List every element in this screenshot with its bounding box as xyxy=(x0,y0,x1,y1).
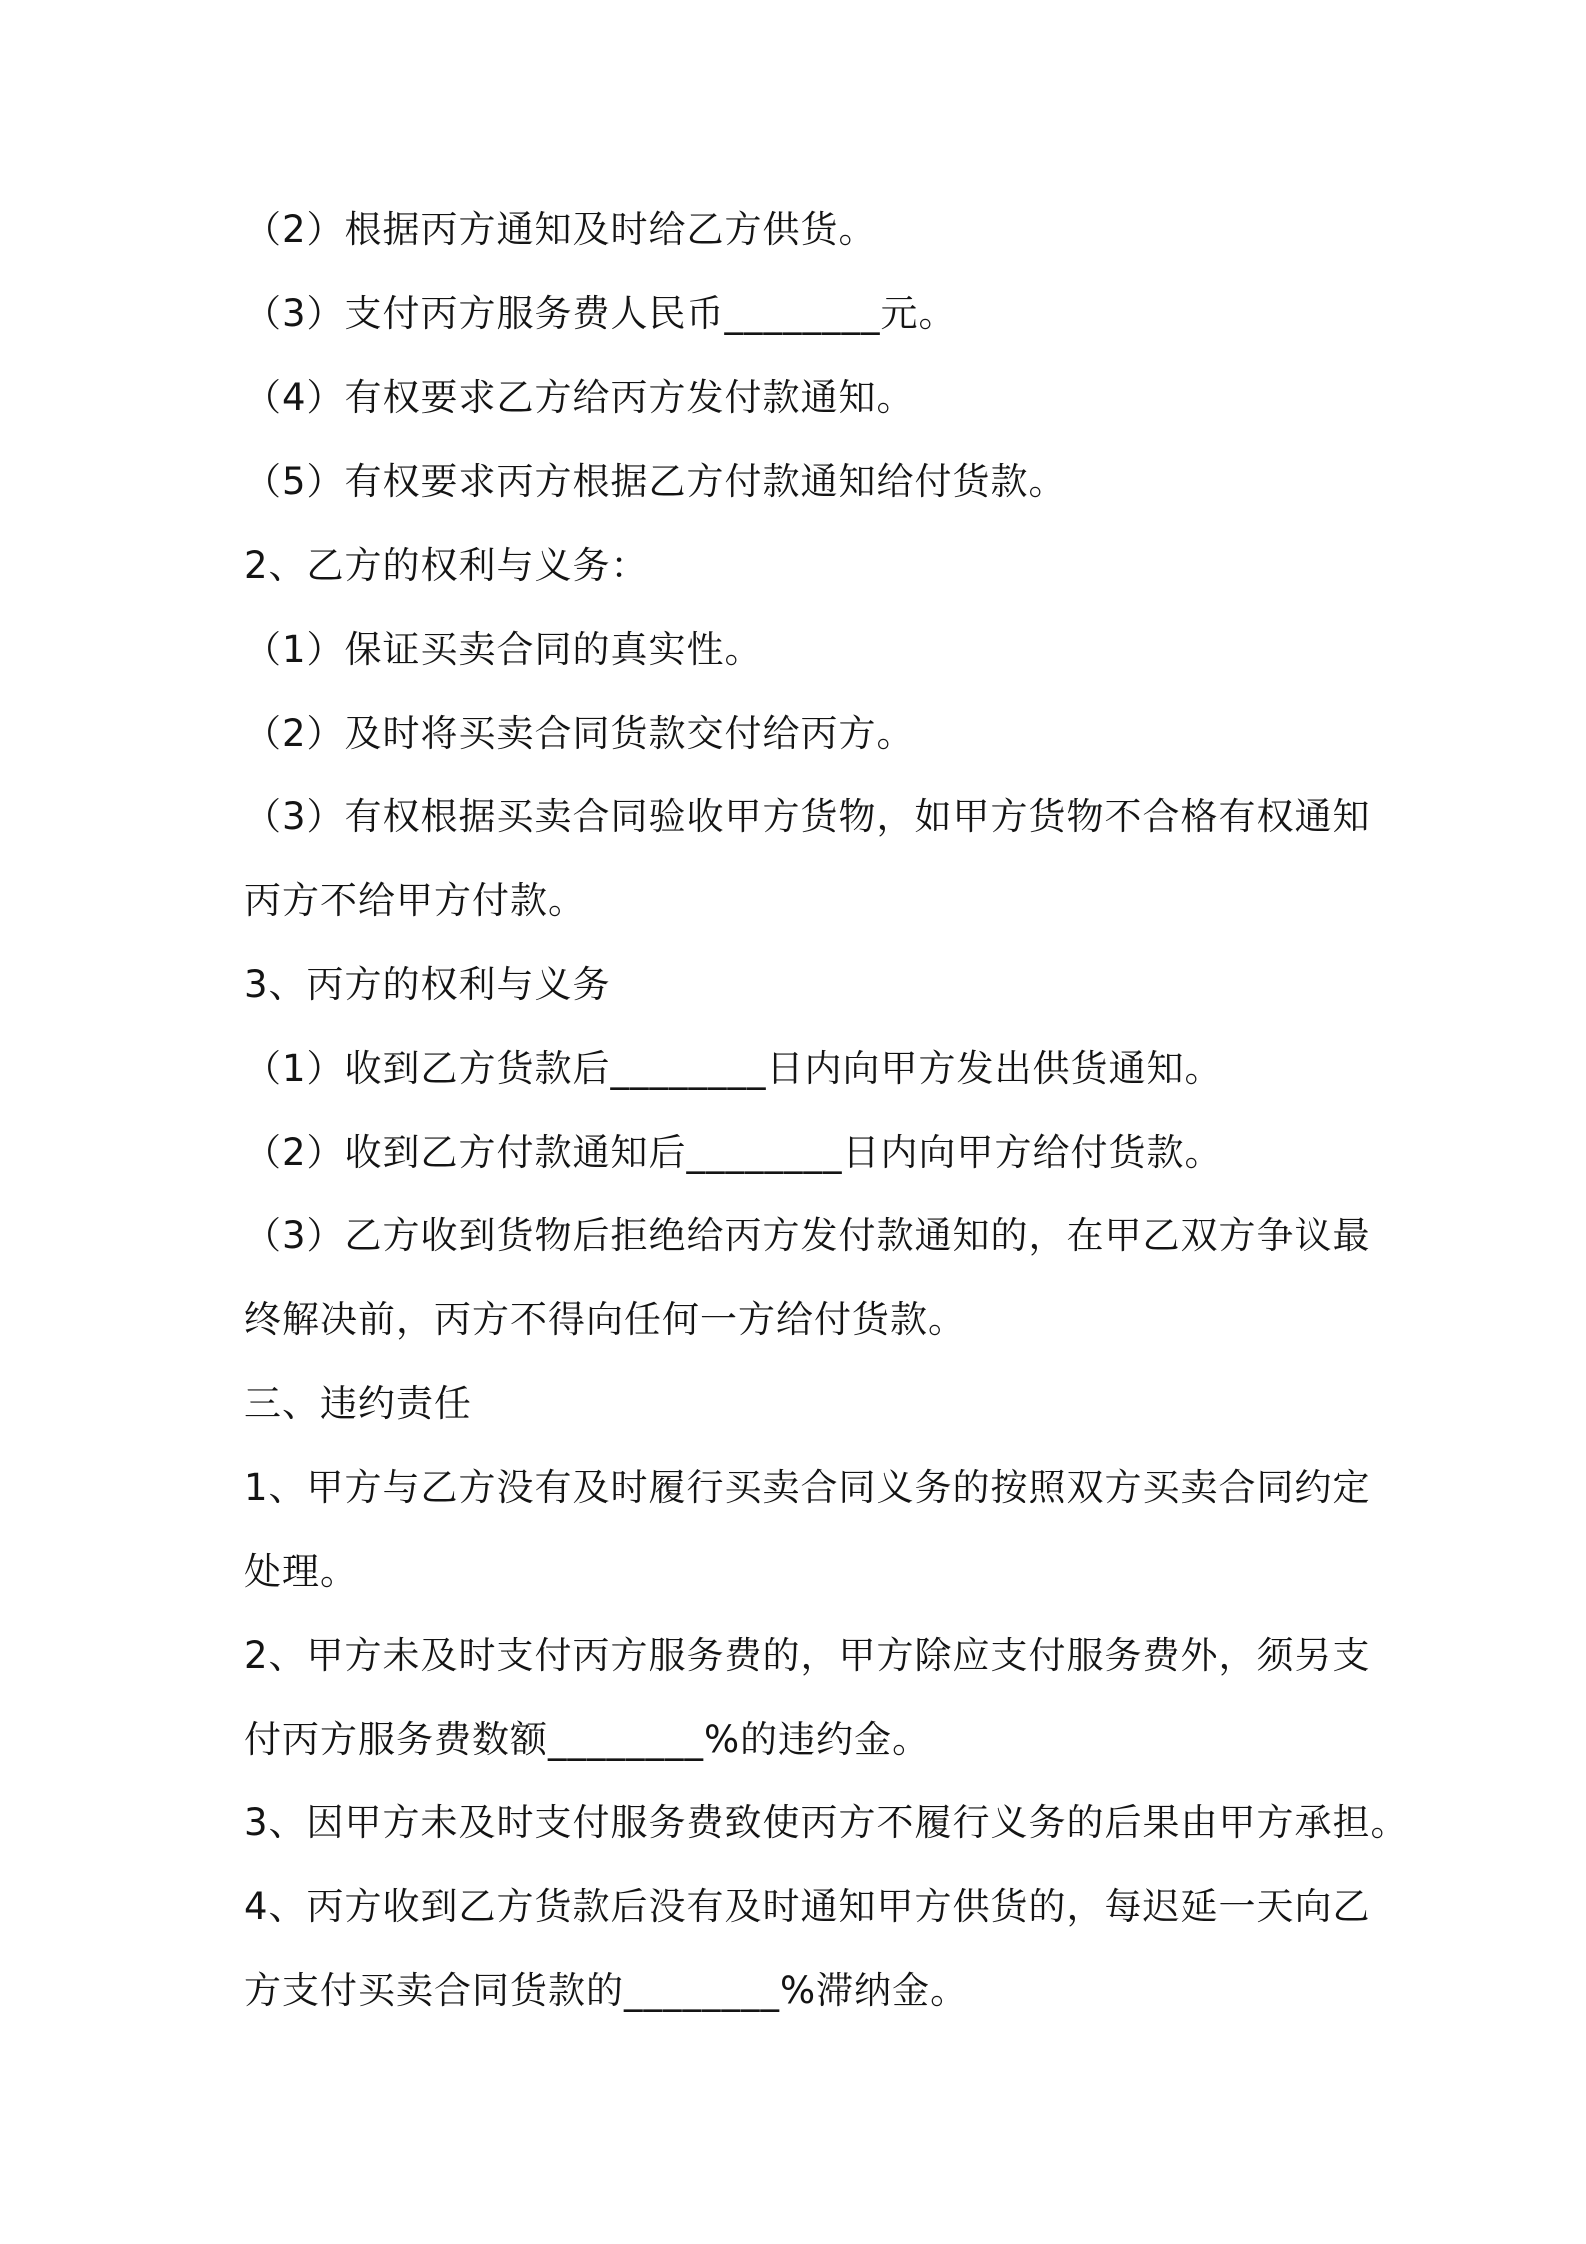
clause-line: 1、甲方与乙方没有及时履行买卖合同义务的按照双方买卖合同约定 xyxy=(244,1466,1371,1509)
clause-line-continued: 终解决前，丙方不得向任何一方给付货款。 xyxy=(244,1298,966,1341)
clause-line-continued: 丙方不给甲方付款。 xyxy=(244,879,586,922)
clause-line: 2、甲方未及时支付丙方服务费的，甲方除应支付服务费外，须另支 xyxy=(244,1634,1371,1677)
clause-line: （3）支付丙方服务费人民币________元。 xyxy=(244,292,957,335)
clause-line: （1）收到乙方货款后________日内向甲方发出供货通知。 xyxy=(244,1047,1223,1090)
clause-line: （4）有权要求乙方给丙方发付款通知。 xyxy=(244,376,915,419)
clause-line: 4、丙方收到乙方货款后没有及时通知甲方供货的，每迟延一天向乙 xyxy=(244,1885,1371,1928)
clause-line: （3）乙方收到货物后拒绝给丙方发付款通知的，在甲乙双方争议最 xyxy=(244,1214,1371,1257)
clause-line: （3）有权根据买卖合同验收甲方货物，如甲方货物不合格有权通知 xyxy=(244,795,1371,838)
chapter-heading: 三、违约责任 xyxy=(244,1382,472,1425)
clause-line-continued: 方支付买卖合同货款的________%滞纳金。 xyxy=(244,1969,969,2012)
clause-line-continued: 处理。 xyxy=(244,1550,358,1593)
clause-line: 3、因甲方未及时支付服务费致使丙方不履行义务的后果由甲方承担。 xyxy=(244,1801,1409,1844)
clause-line: （2）根据丙方通知及时给乙方供货。 xyxy=(244,208,877,251)
section-heading: 2、乙方的权利与义务： xyxy=(244,544,649,587)
clause-line-continued: 付丙方服务费数额________%的违约金。 xyxy=(244,1718,931,1761)
clause-line: （2）及时将买卖合同货款交付给丙方。 xyxy=(244,712,915,755)
clause-line: （2）收到乙方付款通知后________日内向甲方给付货款。 xyxy=(244,1131,1223,1174)
section-heading: 3、丙方的权利与义务 xyxy=(244,963,611,1006)
clause-line: （5）有权要求丙方根据乙方付款通知给付货款。 xyxy=(244,460,1067,503)
clause-line: （1）保证买卖合同的真实性。 xyxy=(244,628,763,671)
